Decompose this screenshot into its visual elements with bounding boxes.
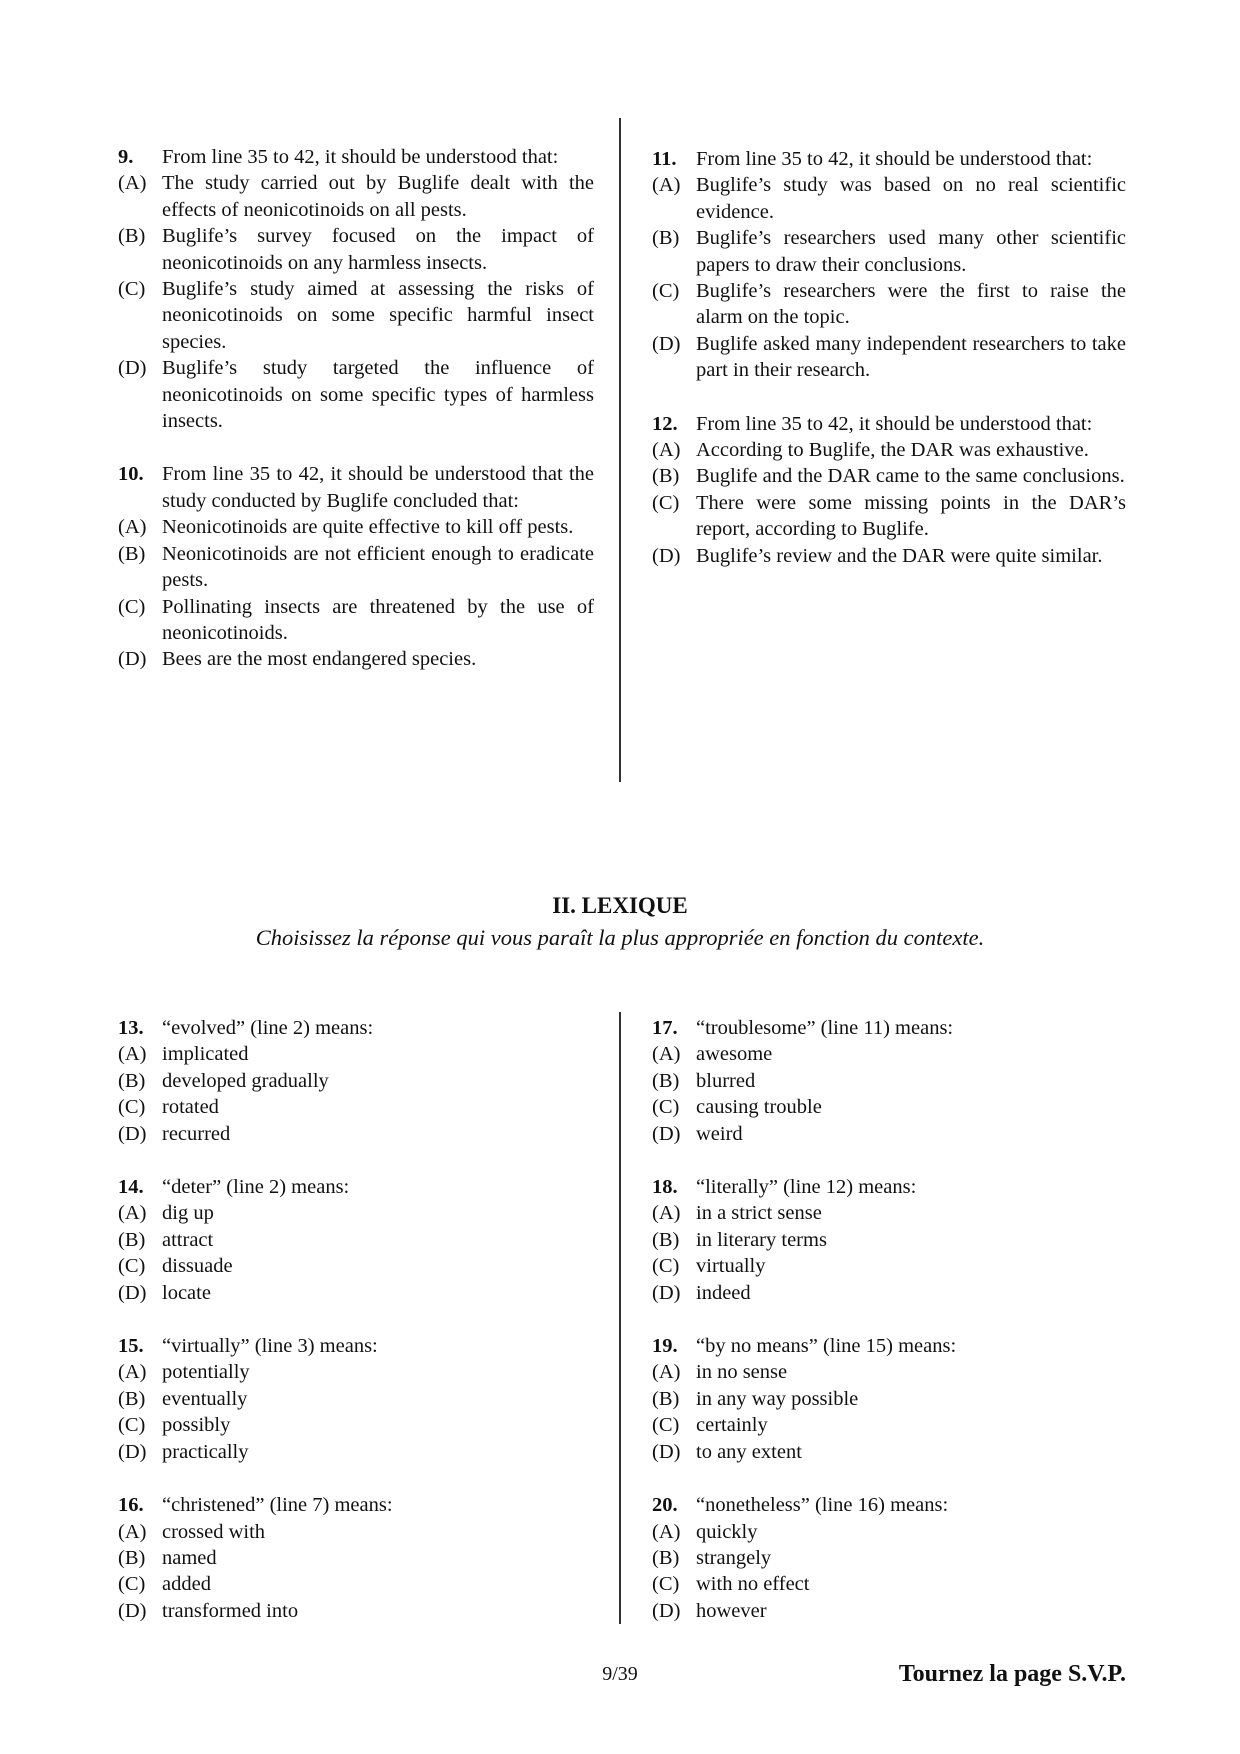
answer-option xyxy=(118,223,594,276)
option-text: dissuade xyxy=(162,1255,233,1278)
option-text: practically xyxy=(162,1440,249,1463)
question-14 xyxy=(118,1174,594,1306)
option-label: (A) xyxy=(652,174,681,197)
option-text: quickly xyxy=(696,1520,758,1543)
option-text: certainly xyxy=(696,1414,768,1437)
option-text: Buglife asked many independent researchers to take part in their research. xyxy=(696,332,1126,382)
option-label: (D) xyxy=(118,1281,147,1304)
option-text: Buglife’s researchers used many other scientific papers to draw their conclusions. xyxy=(696,227,1126,276)
option-text: in any way possible xyxy=(696,1387,859,1410)
option-label: (A) xyxy=(118,1361,147,1384)
answer-option xyxy=(118,1280,594,1306)
answer-option xyxy=(652,437,1126,463)
option-label: (B) xyxy=(118,1387,146,1410)
option-label: (A) xyxy=(118,516,147,539)
question-stem: From line 35 to 42, it should be understood that: xyxy=(696,412,1093,435)
question-10 xyxy=(118,461,594,672)
answer-option xyxy=(118,1519,594,1545)
answer-option xyxy=(118,1439,594,1465)
option-text: eventually xyxy=(162,1387,248,1410)
question-stem-row xyxy=(652,146,1126,172)
answer-option xyxy=(652,172,1126,225)
question-number: 19. xyxy=(652,1335,678,1358)
option-label: (A) xyxy=(118,172,147,195)
answer-option xyxy=(118,514,594,540)
question-19 xyxy=(652,1333,1126,1465)
answer-option xyxy=(118,1598,594,1624)
question-16 xyxy=(118,1492,594,1624)
question-stem-row xyxy=(118,1174,594,1200)
answer-option xyxy=(652,1280,1126,1306)
answer-option xyxy=(118,276,594,355)
option-text: with no effect xyxy=(696,1573,810,1596)
question-9 xyxy=(118,144,594,434)
answer-option xyxy=(652,1386,1126,1412)
question-stem: From line 35 to 42, it should be understood that: xyxy=(162,146,559,168)
option-text: Buglife’s study targeted the influence of neonicotinoids on some specific types of harmless insects. xyxy=(162,357,594,433)
answer-option xyxy=(652,1519,1126,1545)
option-label: (B) xyxy=(652,1228,680,1251)
option-label: (C) xyxy=(118,1255,146,1278)
option-text: in a strict sense xyxy=(696,1202,822,1225)
answer-option xyxy=(118,1545,594,1571)
option-text: awesome xyxy=(696,1043,773,1066)
answer-option xyxy=(652,1359,1126,1385)
option-text: Neonicotinoids are quite effective to kill off pests. xyxy=(162,516,574,539)
question-12 xyxy=(652,411,1126,569)
option-label: (D) xyxy=(652,544,681,567)
answer-option xyxy=(652,1121,1126,1147)
page-number: 9/39 xyxy=(602,1663,638,1685)
option-text: The study carried out by Buglife dealt with the effects of neonicotinoids on all pests. xyxy=(162,172,594,221)
option-label: (C) xyxy=(118,1573,146,1596)
question-stem: From line 35 to 42, it should be understood that the study conducted by Buglife concluded that: xyxy=(162,463,594,512)
answer-option xyxy=(652,490,1126,543)
option-label: (A) xyxy=(118,1202,147,1225)
question-stem-row xyxy=(118,1015,594,1041)
option-text: potentially xyxy=(162,1361,250,1384)
column-divider xyxy=(619,118,621,782)
question-stem-row xyxy=(118,144,594,170)
option-label: (D) xyxy=(118,1599,147,1622)
section2-right-column xyxy=(652,1015,1126,1651)
option-text: Buglife’s study aimed at assessing the risks of neonicotinoids on some specific harmful insect species. xyxy=(162,278,594,353)
option-text: blurred xyxy=(696,1069,756,1092)
option-label: (B) xyxy=(652,1069,680,1092)
answer-option xyxy=(652,1412,1126,1438)
question-stem-row xyxy=(118,1492,594,1518)
question-number: 9. xyxy=(118,146,134,168)
question-stem-row xyxy=(652,1492,1126,1518)
option-label: (C) xyxy=(118,595,146,618)
question-stem: “deter” (line 2) means: xyxy=(162,1176,350,1199)
option-label: (B) xyxy=(118,1228,146,1251)
option-label: (B) xyxy=(118,1069,146,1092)
option-text: Buglife’s survey focused on the impact of neonicotinoids on any harmless insects. xyxy=(162,225,594,274)
answer-option xyxy=(652,1571,1126,1597)
option-text: rotated xyxy=(162,1096,219,1119)
question-number: 12. xyxy=(652,412,678,435)
option-label: (A) xyxy=(652,1043,681,1066)
option-label: (D) xyxy=(652,1599,681,1622)
option-label: (B) xyxy=(652,1546,680,1569)
question-stem-row xyxy=(652,1174,1126,1200)
answer-option xyxy=(652,1227,1126,1253)
option-label: (B) xyxy=(118,542,146,565)
option-text: Neonicotinoids are not efficient enough to eradicate pests. xyxy=(162,542,594,592)
section1-right-column xyxy=(652,146,1126,596)
option-text: There were some missing points in the DAR’s report, according to Buglife. xyxy=(696,491,1126,541)
section2-left-column xyxy=(118,1015,594,1651)
option-text: Buglife’s review and the DAR were quite similar. xyxy=(696,544,1103,567)
option-text: According to Buglife, the DAR was exhaustive. xyxy=(696,439,1089,462)
option-text: locate xyxy=(162,1281,211,1304)
question-stem: “virtually” (line 3) means: xyxy=(162,1335,378,1358)
answer-option xyxy=(118,1253,594,1279)
option-text: in no sense xyxy=(696,1361,788,1384)
question-stem-row xyxy=(652,1015,1126,1041)
option-label: (C) xyxy=(118,1414,146,1437)
option-label: (C) xyxy=(652,491,680,514)
option-text: strangely xyxy=(696,1546,772,1569)
question-number: 11. xyxy=(652,148,677,170)
option-text: named xyxy=(162,1546,217,1569)
question-number: 13. xyxy=(118,1017,144,1039)
answer-option xyxy=(652,225,1126,278)
option-text: attract xyxy=(162,1228,214,1251)
option-label: (D) xyxy=(652,332,681,355)
answer-option xyxy=(652,1041,1126,1067)
answer-option xyxy=(652,278,1126,331)
option-label: (D) xyxy=(652,1122,681,1145)
option-label: (B) xyxy=(652,227,680,250)
option-label: (D) xyxy=(652,1281,681,1304)
option-text: however xyxy=(696,1599,767,1622)
option-label: (B) xyxy=(652,1387,680,1410)
answer-option xyxy=(118,541,594,594)
answer-option xyxy=(118,1359,594,1385)
option-text: Buglife’s study was based on no real scientific evidence. xyxy=(696,174,1126,223)
answer-option xyxy=(118,1121,594,1147)
option-text: crossed with xyxy=(162,1520,266,1543)
answer-option xyxy=(118,1386,594,1412)
option-label: (C) xyxy=(652,280,680,303)
answer-option xyxy=(118,1227,594,1253)
option-text: transformed into xyxy=(162,1599,299,1622)
answer-option xyxy=(652,1068,1126,1094)
option-text: dig up xyxy=(162,1202,214,1225)
question-15 xyxy=(118,1333,594,1465)
answer-option xyxy=(118,646,594,672)
answer-option xyxy=(118,1094,594,1120)
option-text: possibly xyxy=(162,1414,231,1437)
option-label: (C) xyxy=(118,1096,146,1119)
question-stem: “literally” (line 12) means: xyxy=(696,1176,917,1199)
answer-option xyxy=(118,1571,594,1597)
question-stem: “troublesome” (line 11) means: xyxy=(696,1017,954,1039)
question-stem: “by no means” (line 15) means: xyxy=(696,1335,957,1358)
question-stem-row xyxy=(118,461,594,514)
question-number: 14. xyxy=(118,1176,144,1199)
question-stem-row xyxy=(652,1333,1126,1359)
answer-option xyxy=(652,1598,1126,1624)
option-text: Buglife and the DAR came to the same conclusions. xyxy=(696,465,1125,488)
answer-option xyxy=(652,1094,1126,1120)
answer-option xyxy=(652,543,1126,569)
option-text: added xyxy=(162,1573,211,1596)
option-label: (D) xyxy=(118,357,147,380)
question-20 xyxy=(652,1492,1126,1624)
option-label: (A) xyxy=(652,1202,681,1225)
turn-page-note: Tournez la page S.V.P. xyxy=(898,1661,1126,1687)
option-label: (A) xyxy=(652,1361,681,1384)
option-text: causing trouble xyxy=(696,1096,822,1119)
section-instruction: Choisissez la réponse qui vous paraît la plus appropriée en fonction du contexte. xyxy=(255,925,985,950)
question-stem-row xyxy=(652,411,1126,437)
question-number: 15. xyxy=(118,1335,144,1358)
option-label: (A) xyxy=(118,1043,147,1066)
answer-option xyxy=(118,1068,594,1094)
option-text: implicated xyxy=(162,1043,249,1066)
option-text: weird xyxy=(696,1122,743,1145)
question-17 xyxy=(652,1015,1126,1147)
question-number: 18. xyxy=(652,1176,678,1199)
option-label: (B) xyxy=(118,1546,146,1569)
question-stem-row xyxy=(118,1333,594,1359)
answer-option xyxy=(118,1412,594,1438)
question-13 xyxy=(118,1015,594,1147)
option-label: (A) xyxy=(652,439,681,462)
option-text: virtually xyxy=(696,1255,766,1278)
question-18 xyxy=(652,1174,1126,1306)
answer-option xyxy=(652,1200,1126,1226)
question-stem: “evolved” (line 2) means: xyxy=(162,1017,374,1039)
option-label: (A) xyxy=(118,1520,147,1543)
question-number: 17. xyxy=(652,1017,678,1039)
option-label: (C) xyxy=(652,1414,680,1437)
question-stem: “christened” (line 7) means: xyxy=(162,1494,393,1517)
option-label: (B) xyxy=(652,465,680,488)
option-text: to any extent xyxy=(696,1440,802,1463)
option-label: (D) xyxy=(118,1440,147,1463)
option-text: in literary terms xyxy=(696,1228,827,1251)
option-text: developed gradually xyxy=(162,1069,329,1092)
answer-option xyxy=(652,1439,1126,1465)
option-label: (C) xyxy=(652,1255,680,1278)
option-label: (A) xyxy=(652,1520,681,1543)
option-text: Pollinating insects are threatened by the use of neonicotinoids. xyxy=(162,595,594,644)
option-text: indeed xyxy=(696,1281,751,1304)
option-text: Buglife’s researchers were the first to raise the alarm on the topic. xyxy=(696,280,1126,329)
answer-option xyxy=(118,594,594,647)
question-number: 16. xyxy=(118,1494,144,1517)
question-11 xyxy=(652,146,1126,384)
question-number: 10. xyxy=(118,463,144,486)
answer-option xyxy=(118,355,594,434)
answer-option xyxy=(118,1041,594,1067)
answer-option xyxy=(118,170,594,223)
question-stem: “nonetheless” (line 16) means: xyxy=(696,1494,949,1517)
option-label: (D) xyxy=(652,1440,681,1463)
option-label: (B) xyxy=(118,225,146,248)
answer-option xyxy=(118,1200,594,1226)
answer-option xyxy=(652,463,1126,489)
option-label: (D) xyxy=(118,1122,147,1145)
answer-option xyxy=(652,331,1126,384)
option-text: Bees are the most endangered species. xyxy=(162,648,477,671)
option-label: (C) xyxy=(118,278,146,301)
section1-left-column xyxy=(118,144,594,700)
option-text: recurred xyxy=(162,1122,231,1145)
option-label: (C) xyxy=(652,1096,680,1119)
column-divider xyxy=(619,1012,621,1624)
option-label: (C) xyxy=(652,1573,680,1596)
question-number: 20. xyxy=(652,1494,678,1517)
answer-option xyxy=(652,1545,1126,1571)
answer-option xyxy=(652,1253,1126,1279)
option-label: (D) xyxy=(118,648,147,671)
section-heading: II. LEXIQUE xyxy=(552,893,688,918)
question-stem: From line 35 to 42, it should be understood that: xyxy=(696,148,1093,170)
